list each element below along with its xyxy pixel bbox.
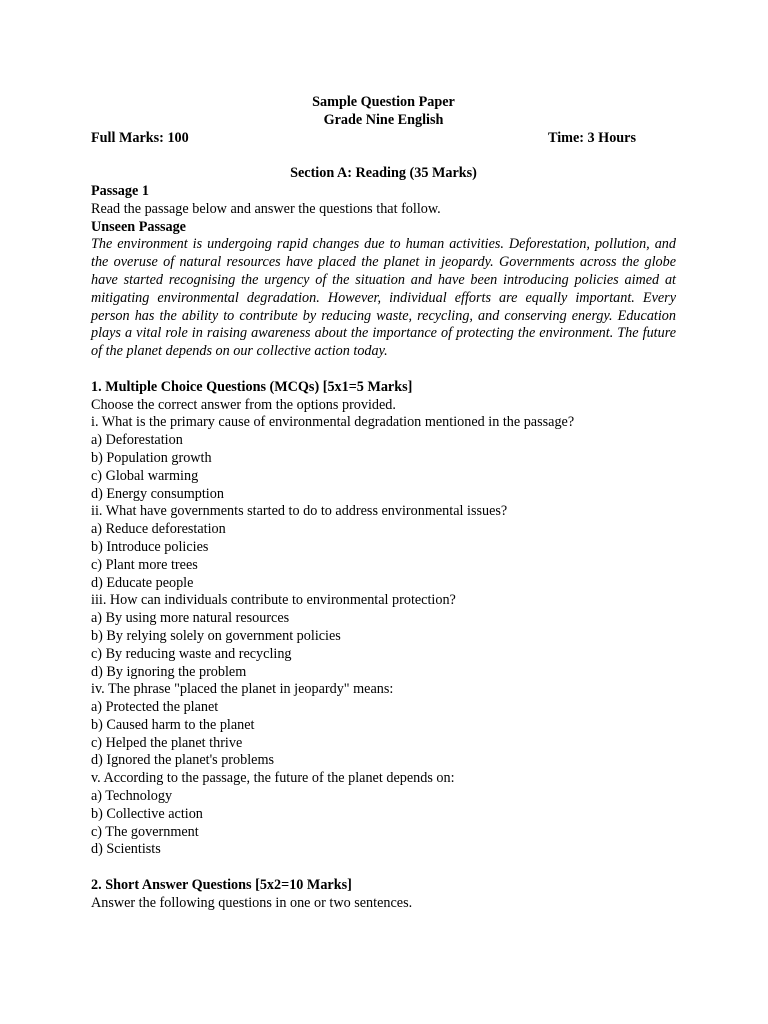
question-text: i. What is the primary cause of environmental degradation mentioned in the passage?	[91, 414, 575, 431]
option: d) Scientists	[91, 841, 161, 858]
short-answer-heading: 2. Short Answer Questions [5x2=10 Marks]	[91, 877, 352, 894]
mcq-instruction: Choose the correct answer from the options provided.	[91, 396, 396, 413]
short-answer-instruction: Answer the following questions in one or two sentences.	[91, 894, 413, 911]
option: d) Energy consumption	[91, 485, 224, 502]
mcq-question-3	[91, 592, 676, 681]
unseen-passage-label: Unseen Passage	[91, 218, 186, 235]
question-text: v. According to the passage, the future of the planet depends on:	[91, 770, 455, 787]
question-text: ii. What have governments started to do to address environmental issues?	[91, 503, 508, 520]
option: a) Protected the planet	[91, 699, 219, 716]
passage-text: The environment is undergoing rapid changes due to human activities. Deforestation, pollution, and the overuse of natural resources have placed the planet in jeopardy. Governments across the globe have started recognising the urgency of the situation and have been introducing policies aimed at mitigating environmental degradation. However, individual efforts are equally important. Every person has the ability to contribute by reducing waste, recycling, and conserving energy. Education plays a vital role in raising awareness about the importance of protecting the environment. The future of the planet depends on our collective action today.	[91, 236, 676, 360]
option: b) Collective action	[91, 805, 203, 822]
option: d) By ignoring the problem	[91, 663, 247, 680]
spacer	[91, 361, 676, 379]
option: a) By using more natural resources	[91, 610, 290, 627]
option: b) Introduce policies	[91, 538, 209, 555]
mcq-question-5	[91, 770, 676, 859]
option: a) Deforestation	[91, 432, 183, 449]
option: b) Population growth	[91, 449, 212, 466]
option: d) Educate people	[91, 574, 194, 591]
option: a) Technology	[91, 788, 173, 805]
option: b) Caused harm to the planet	[91, 716, 255, 733]
option: c) Plant more trees	[91, 556, 198, 573]
passage-label: Passage 1	[91, 182, 149, 199]
paper-title: Sample Question Paper	[312, 94, 455, 110]
option: c) The government	[91, 823, 199, 840]
option: c) By reducing waste and recycling	[91, 645, 292, 662]
option: c) Global warming	[91, 467, 199, 484]
option: c) Helped the planet thrive	[91, 734, 243, 751]
paper-subtitle: Grade Nine English	[323, 111, 444, 128]
question-text: iv. The phrase "placed the planet in jeopardy" means:	[91, 681, 394, 698]
document-content	[91, 94, 676, 913]
spacer	[91, 147, 676, 165]
question-text: iii. How can individuals contribute to environmental protection?	[91, 592, 456, 609]
passage-instruction: Read the passage below and answer the questions that follow.	[91, 200, 441, 217]
option: a) Reduce deforestation	[91, 521, 226, 538]
mcq-question-2	[91, 503, 676, 592]
mcq-question-4	[91, 681, 676, 770]
section-a-heading: Section A: Reading (35 Marks)	[290, 165, 477, 182]
marks-time-row	[91, 130, 676, 148]
option: d) Ignored the planet's problems	[91, 752, 275, 769]
mcq-question-1	[91, 414, 676, 503]
mcq-heading: 1. Multiple Choice Questions (MCQs) [5x1=5 Marks]	[91, 378, 413, 395]
spacer	[91, 859, 676, 877]
full-marks: Full Marks: 100	[91, 129, 189, 146]
option: b) By relying solely on government policies	[91, 627, 341, 644]
time-allowed: Time: 3 Hours	[547, 129, 636, 146]
